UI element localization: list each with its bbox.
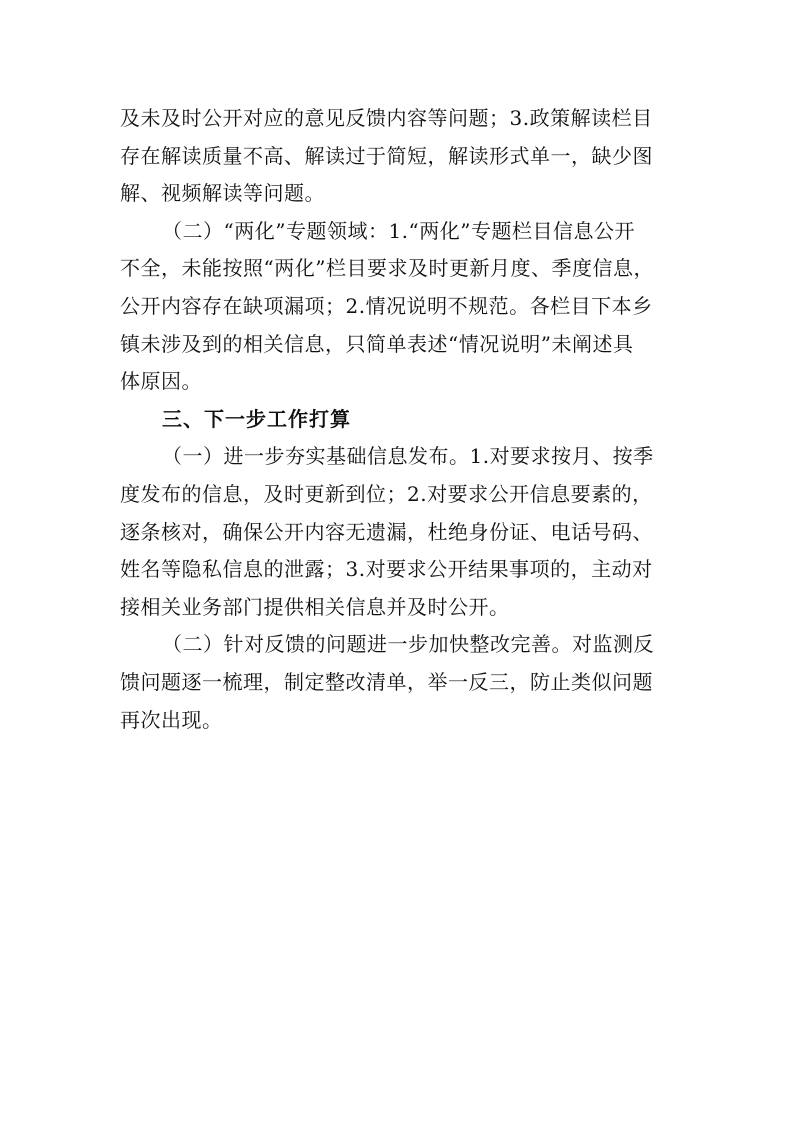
paragraph-continuation	[120, 100, 675, 213]
document-body	[120, 100, 675, 739]
text-line: 体原因。	[120, 369, 202, 394]
text-line: 镇未涉及到的相关信息，只简单表述“情况说明”未阐述具	[120, 331, 634, 356]
text-line: 馈问题逐一梳理，制定整改清单，举一反三，防止类似问题	[120, 669, 653, 694]
text-line: 公开内容存在缺项漏项；2.情况说明不规范。各栏目下本乡	[120, 293, 653, 318]
paragraph-next-steps-2	[120, 626, 675, 739]
paragraph-two-topics	[120, 213, 675, 401]
text-line: 存在解读质量不高、解读过于简短，解读形式单一，缺少图	[120, 143, 653, 168]
text-line: （一）进一步夯实基础信息发布。1.对要求按月、按季	[162, 444, 654, 469]
text-line: 及未及时公开对应的意见反馈内容等问题；3.政策解读栏目	[120, 106, 653, 130]
section-heading: 三、下一步工作打算	[162, 406, 351, 431]
text-line: 接相关业务部门提供相关信息并及时公开。	[120, 594, 510, 619]
paragraph-next-steps-1	[120, 438, 675, 626]
text-line: （二）“两化”专题领域：1.“两化”专题栏目信息公开	[162, 218, 635, 243]
text-line: 姓名等隐私信息的泄露；3.对要求公开结果事项的，主动对	[120, 557, 653, 582]
text-line: （二）针对反馈的问题进一步加快整改完善。对监测反	[162, 632, 654, 657]
text-line: 再次出现。	[120, 707, 223, 732]
text-line: 解、视频解读等问题。	[120, 181, 325, 206]
text-line: 度发布的信息，及时更新到位；2.对要求公开信息要素的，	[120, 481, 653, 506]
text-line: 逐条核对，确保公开内容无遗漏，杜绝身份证、电话号码、	[120, 519, 653, 544]
text-line: 不全，未能按照“两化”栏目要求及时更新月度、季度信息，	[120, 256, 654, 281]
